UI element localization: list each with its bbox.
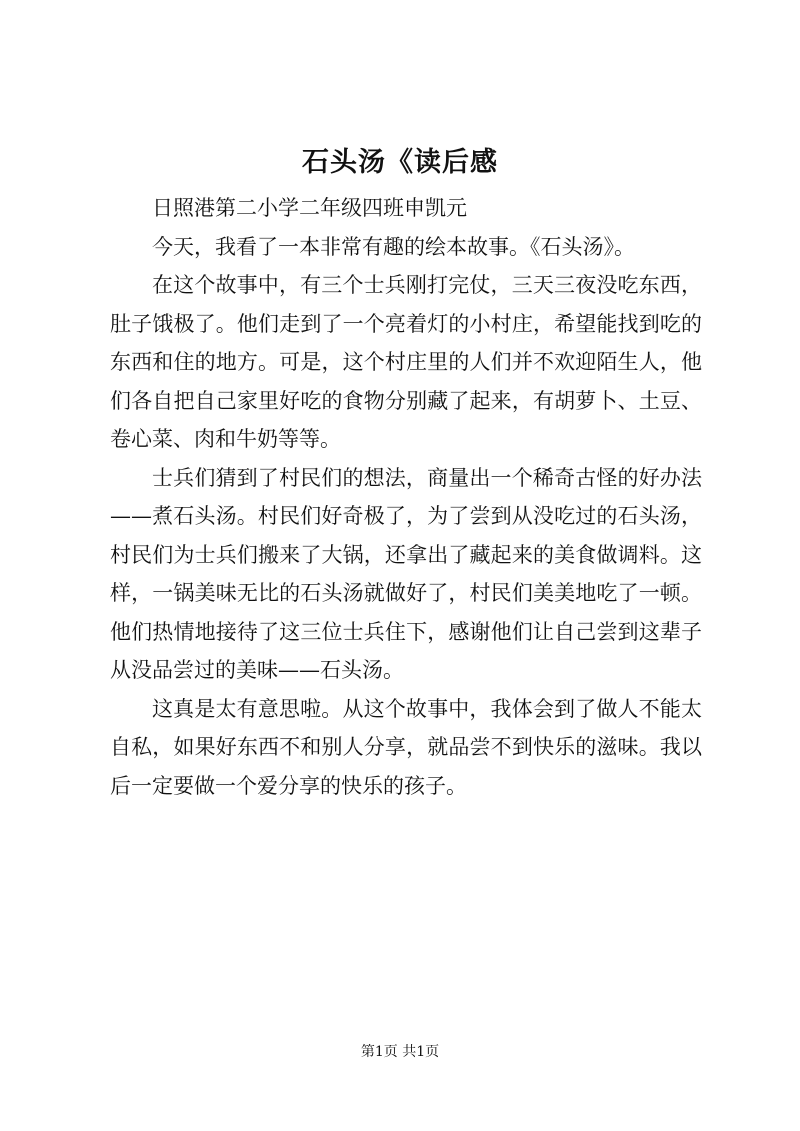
paragraph-intro: 今天，我看了一本非常有趣的绘本故事。《石头汤》。 — [152, 234, 635, 259]
page-footer: 第1页 共1页 — [360, 1044, 440, 1060]
author-line: 日照港第二小学二年级四班申凯元 — [152, 196, 467, 220]
document-title: 石头汤《读后感 — [302, 147, 498, 178]
paragraph-reflection: 这真是太有意思啦。从这个故事中，我体会到了做人不能太自私，如果好东西不和别人分享，就品尝不到快乐的滋味。我以后一定要做一个爱分享的快乐的孩子。 — [110, 696, 702, 798]
paragraph-story-soup: 士兵们猜到了村民们的想法，商量出一个稀奇古怪的好办法——煮石头汤。村民们好奇极了，为了尝到从没吃过的石头汤，村民们为士兵们搬来了大锅，还拿出了藏起来的美食做调料。这样，一锅美味无比的石头汤就做好了，村民们美美地吃了一顿。他们热情地接待了这三位士兵住下，感谢他们让自己尝到这辈子从没品尝过的美味——石头汤。 — [110, 465, 702, 682]
document-body — [110, 189, 702, 805]
paragraph-story-start: 在这个故事中，有三个士兵刚打完仗，三天三夜没吃东西，肚子饿极了。他们走到了一个亮着灯的小村庄，希望能找到吃的东西和住的地方。可是，这个村庄里的人们并不欢迎陌生人，他们各自把自己家里好吃的食物分别藏了起来，有胡萝卜、土豆、卷心菜、肉和牛奶等等。 — [110, 273, 702, 451]
